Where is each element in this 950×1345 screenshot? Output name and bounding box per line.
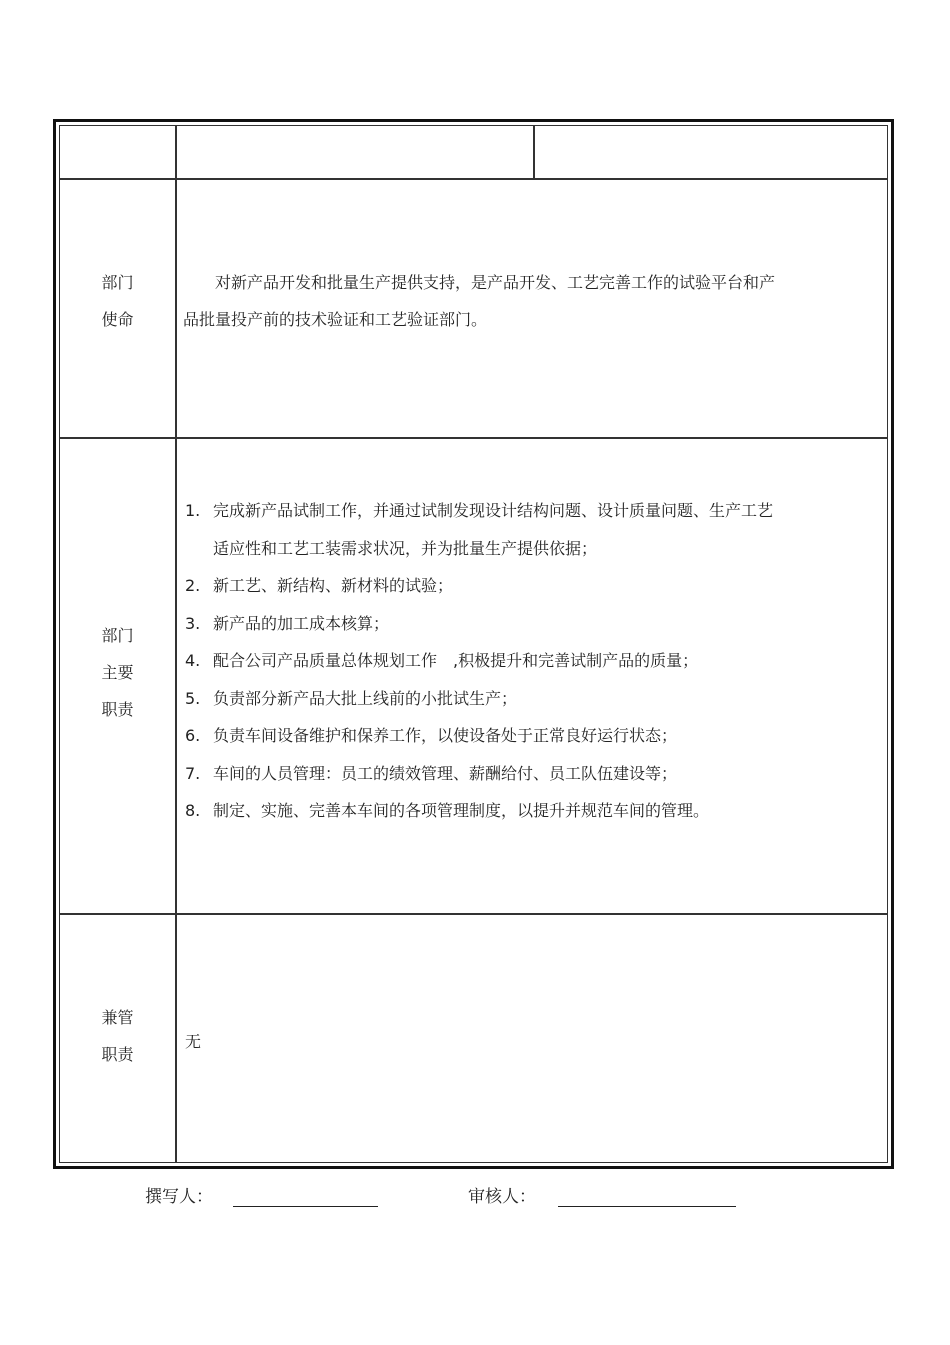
duties-label-line2: 主要 bbox=[101, 663, 134, 682]
duty-item bbox=[185, 680, 875, 718]
duty-item bbox=[185, 792, 875, 830]
duty-number: 7. bbox=[185, 763, 201, 783]
responsibility-table bbox=[53, 119, 894, 1169]
duty-item bbox=[185, 605, 875, 643]
duty-text-line: 配合公司产品质量总体规划工作 ,积极提升和完善试制产品的质量； bbox=[213, 651, 699, 670]
duty-text bbox=[213, 755, 875, 793]
header-cell-divider bbox=[533, 126, 535, 178]
mission-text-line2: 品批量投产前的技术验证和工艺验证部门。 bbox=[183, 310, 488, 329]
duty-text bbox=[213, 680, 875, 718]
duty-number: 6. bbox=[185, 726, 201, 745]
duty-item bbox=[185, 755, 875, 793]
duty-text-line: 新工艺、新结构、新材料的试验； bbox=[213, 576, 454, 595]
mission-label bbox=[60, 264, 175, 338]
mission-text bbox=[183, 264, 863, 338]
duty-text bbox=[213, 492, 875, 567]
duties-label bbox=[60, 617, 175, 728]
duty-text bbox=[213, 792, 875, 830]
writer-label: 撰写人： bbox=[145, 1187, 213, 1207]
mission-text-line1: 对新产品开发和批量生产提供支持，是产品开发、工艺完善工作的试验平台和产 bbox=[215, 273, 776, 292]
reviewer-label: 审核人： bbox=[468, 1187, 536, 1207]
header-cell-1 bbox=[60, 126, 175, 178]
duty-number: 2. bbox=[185, 576, 201, 595]
duty-item bbox=[185, 642, 875, 680]
duty-text-line: 新产品的加工成本核算； bbox=[213, 613, 390, 633]
duty-item bbox=[185, 492, 875, 567]
table-inner-border bbox=[59, 125, 888, 1163]
duty-text-line: 负责车间设备维护和保养工作，以使设备处于正常良好运行状态； bbox=[213, 726, 678, 745]
concurrent-label-line1: 兼管 bbox=[101, 1008, 134, 1027]
writer-signature-line[interactable] bbox=[233, 1206, 378, 1207]
row-divider-mission bbox=[60, 437, 887, 439]
concurrent-label-line2: 职责 bbox=[101, 1045, 134, 1064]
mission-label-line1: 部门 bbox=[101, 273, 134, 292]
duty-number: 4. bbox=[185, 651, 201, 670]
duty-text bbox=[213, 567, 875, 605]
duty-text-line: 制定、实施、完善本车间的各项管理制度，以提升并规范车间的管理。 bbox=[213, 801, 710, 820]
duty-number: 3. bbox=[185, 613, 201, 633]
header-cell-2 bbox=[177, 126, 532, 178]
concurrent-label bbox=[60, 999, 175, 1073]
row-divider-duties bbox=[60, 913, 887, 915]
duty-text bbox=[213, 605, 875, 643]
duty-item bbox=[185, 717, 875, 755]
reviewer-signature-line[interactable] bbox=[558, 1206, 736, 1207]
duty-item bbox=[185, 567, 875, 605]
duty-number: 1. bbox=[185, 501, 201, 520]
mission-label-line2: 使命 bbox=[101, 310, 134, 329]
row-divider-header bbox=[60, 178, 887, 180]
duty-text bbox=[213, 642, 875, 680]
duties-label-line3: 职责 bbox=[101, 700, 134, 719]
duty-text-line: 负责部分新产品大批上线前的小批试生产； bbox=[213, 688, 518, 708]
duties-label-line1: 部门 bbox=[101, 626, 134, 645]
duty-number: 8. bbox=[185, 801, 201, 820]
duties-list bbox=[185, 492, 875, 830]
duty-text bbox=[213, 717, 875, 755]
label-column-divider bbox=[175, 126, 177, 1162]
duty-text-line: 完成新产品试制工作，并通过试制发现设计结构问题、设计质量问题、生产工艺 bbox=[213, 501, 774, 520]
header-cell-3 bbox=[536, 126, 886, 178]
duty-number: 5. bbox=[185, 688, 201, 708]
duty-text-line: 适应性和工艺工装需求状况，并为批量生产提供依据； bbox=[213, 538, 598, 558]
duty-text-line: 车间的人员管理：员工的绩效管理、薪酬给付、员工队伍建设等； bbox=[213, 763, 678, 783]
concurrent-value: 无 bbox=[185, 1032, 202, 1051]
